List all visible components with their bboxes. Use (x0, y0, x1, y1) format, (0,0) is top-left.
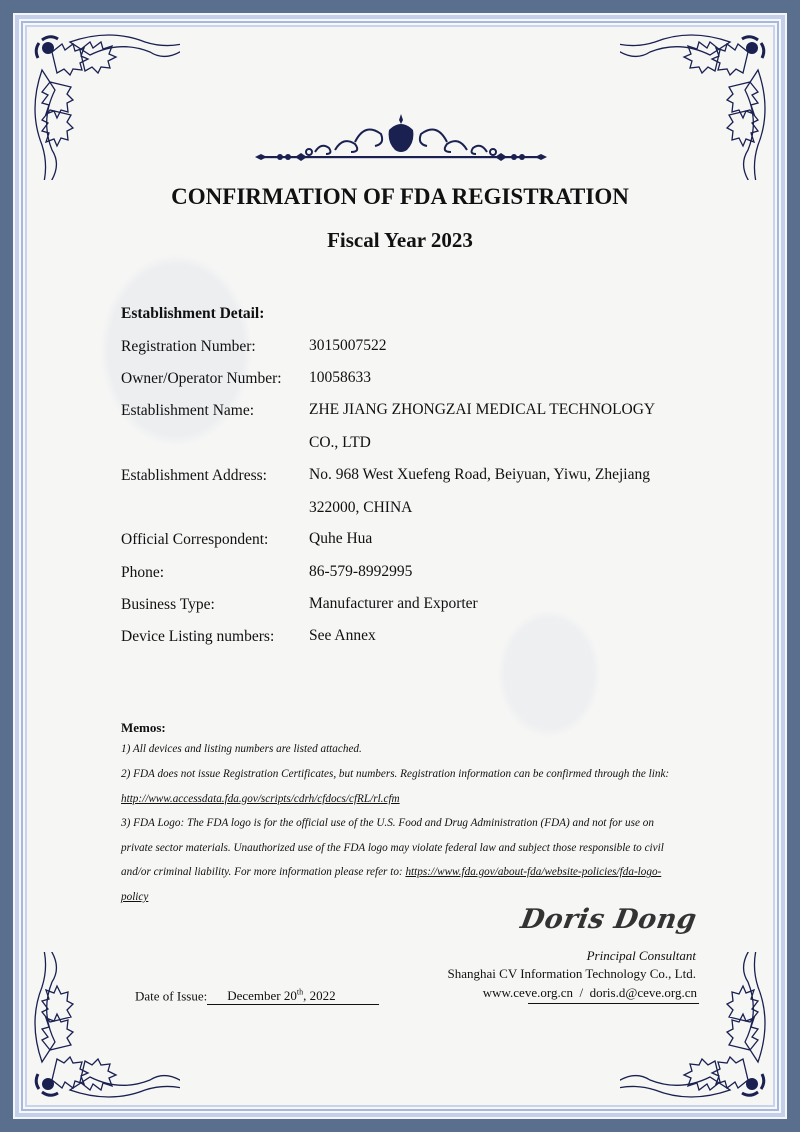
memo-2 (121, 762, 681, 811)
field-value: Quhe Hua (309, 530, 373, 547)
field-value: 10058633 (309, 369, 371, 386)
contact-underline (528, 1003, 699, 1004)
field-label: Establishment Address: (121, 467, 267, 484)
field-value: No. 968 West Xuefeng Road, Beiyuan, Yiwu, Zhejiang 322000, CHINA (309, 466, 650, 516)
holly-corner-ornament-icon (30, 952, 180, 1102)
field-label: Device Listing numbers: (121, 628, 275, 645)
establishment-detail-heading: Establishment Detail: (121, 305, 265, 322)
date-of-issue-label: Date of Issue: (135, 988, 208, 1004)
field-value: See Annex (309, 627, 376, 644)
date-of-issue-value (227, 988, 335, 1003)
signatory-company: Shanghai CV Information Technology Co., Ltd. (447, 966, 696, 981)
contact-separator: / (579, 985, 584, 1000)
field-label: Official Correspondent: (121, 531, 269, 548)
date-main: December 20 (227, 988, 297, 1004)
field-label: Registration Number: (121, 338, 256, 355)
field-value: ZHE JIANG ZHONGZAI MEDICAL TECHNOLOGY CO., LTD (309, 401, 655, 451)
website-link[interactable]: www.ceve.org.cn (482, 985, 573, 1000)
date-underline (207, 1004, 379, 1005)
field-label: Business Type: (121, 596, 215, 613)
holly-corner-ornament-icon (620, 30, 770, 180)
crown-flourish-ornament-icon (255, 112, 547, 164)
signatory-contact (483, 985, 699, 1001)
fiscal-year-subtitle: Fiscal Year 2023 (327, 228, 473, 252)
field-label: Phone: (121, 564, 165, 581)
memo-1: 1) All devices and listing numbers are listed attached. (121, 743, 362, 755)
field-label: Establishment Name: (121, 402, 255, 419)
certificate-title: CONFIRMATION OF FDA REGISTRATION (171, 184, 629, 209)
email-link[interactable]: doris.d@ceve.org.cn (589, 985, 697, 1000)
date-of-issue (135, 988, 336, 1004)
date-ordinal: th (296, 988, 304, 997)
fda-registration-lookup-link[interactable]: http://www.accessdata.fda.gov/scripts/cdrh/cfdocs/cfRL/rl.cfm (121, 792, 400, 805)
field-value: Manufacturer and Exporter (309, 595, 478, 612)
signature: Doris Dong (517, 904, 699, 935)
memo-2-text: 2) FDA does not issue Registration Certificates, but numbers. Registration information can be confirmed through the link: (121, 768, 670, 780)
signatory-role: Principal Consultant (586, 948, 696, 963)
memos-heading: Memos: (121, 720, 166, 735)
fda-logo-policy-link[interactable]: https://www.fda.gov/about-fda/website-policies/fda-logo-policy (121, 866, 662, 903)
field-value: 86-579-8992995 (309, 563, 413, 580)
memo-3 (121, 811, 681, 909)
memo-3-text: 3) FDA Logo: The FDA logo is for the official use of the U.S. Food and Drug Administration (FDA) and not for use on private sector materials. Unauthorized use of the FDA logo may violate federal law and subject those responsible to civil and/or criminal liability. For more information please refer to: (121, 817, 664, 879)
field-value: 3015007522 (309, 337, 387, 354)
holly-corner-ornament-icon (30, 30, 180, 180)
date-year: , 2022 (303, 988, 336, 1004)
field-label: Owner/Operator Number: (121, 370, 282, 387)
